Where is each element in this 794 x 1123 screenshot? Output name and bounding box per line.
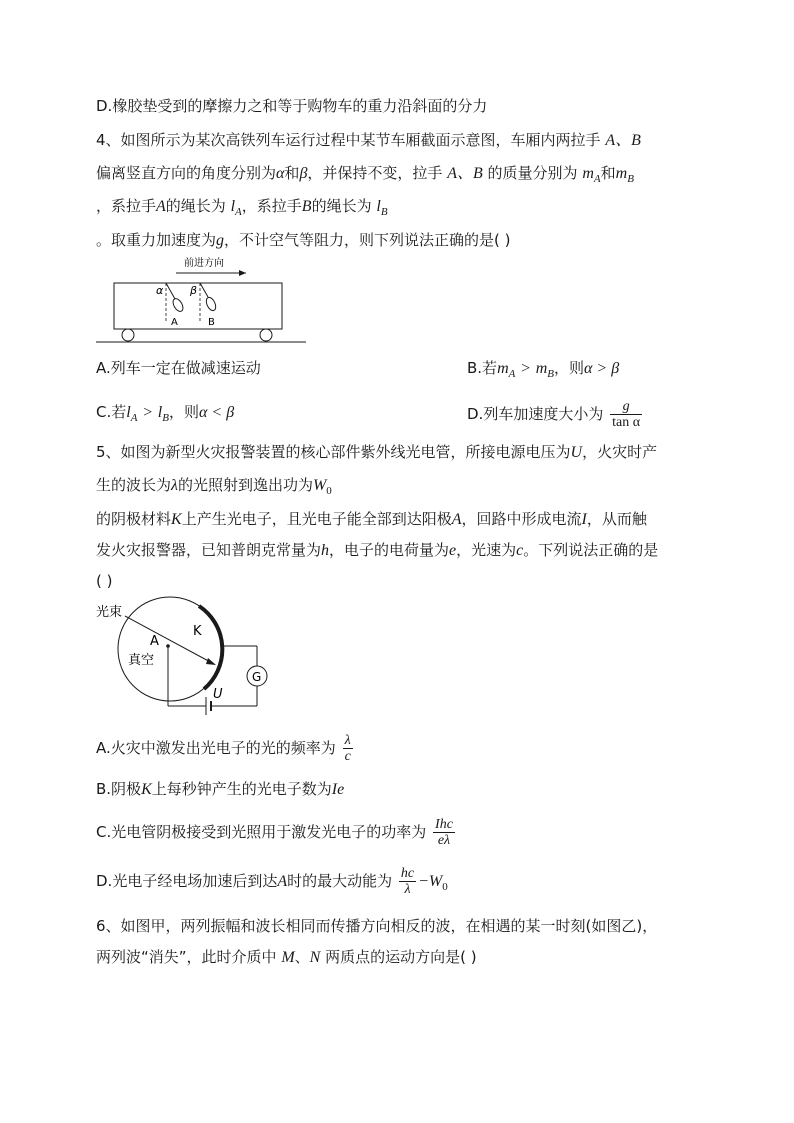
work-function-sub: 0 xyxy=(442,881,448,893)
label-g: G xyxy=(252,670,262,684)
q4-line-2 xyxy=(96,162,634,186)
q5-text: ，从而触 xyxy=(586,510,647,528)
q5-text: 的阴极材料 xyxy=(96,510,172,528)
mass-a: m xyxy=(582,165,594,182)
beta-symbol: β xyxy=(299,165,308,182)
q3-option-d: D.橡胶垫受到的摩擦力之和等于购物车的重力沿斜面的分力 xyxy=(96,97,488,115)
alpha-label: α xyxy=(156,284,164,297)
denominator: λ xyxy=(404,882,411,897)
separator: 、 xyxy=(294,948,310,966)
q4-option-b xyxy=(467,357,619,381)
option-value: Ie xyxy=(331,781,345,798)
option-text: 时的最大动能为 xyxy=(287,872,393,890)
cathode-symbol: K xyxy=(141,781,152,798)
cathode-k xyxy=(199,606,222,689)
point-m: M xyxy=(281,949,295,966)
q4-line-3 xyxy=(96,195,388,219)
q6-text: 两列波“消失”，此时介质中 xyxy=(96,948,277,966)
q4-text: 的绳长为 xyxy=(165,197,226,215)
q5-option-d xyxy=(96,866,448,897)
beam-label: 光束 xyxy=(96,605,123,620)
direction-arrow-head xyxy=(239,270,246,276)
q4-text: ，并保持不变，拉手 xyxy=(307,164,443,182)
gravity-symbol: g xyxy=(216,232,225,249)
current-symbol: I xyxy=(581,511,587,528)
denominator: eλ xyxy=(437,833,451,848)
q5-line-1 xyxy=(96,441,657,464)
q6-line-1: 6、如图甲，两列振幅和波长相同而传播方向相反的波，在相遇的某一时刻(如图乙)， xyxy=(96,917,658,935)
q5-line-3 xyxy=(96,508,647,531)
anode-symbol: A xyxy=(277,873,288,890)
length-b-sub: B xyxy=(162,412,169,424)
q5-text: ，回路中形成电流 xyxy=(461,510,582,528)
q5-text: 。下列说法正确的是 xyxy=(523,541,659,559)
length-b: l xyxy=(157,404,163,421)
option-text: ，则 xyxy=(168,403,199,421)
q5-text: 上产生光电子，且光电子能全部到达阳极 xyxy=(181,510,452,528)
battery-label: U xyxy=(213,687,223,702)
mass-b-sub: B xyxy=(627,173,634,185)
q4-text: 的绳长为 xyxy=(311,197,372,215)
length-a-sub: A xyxy=(235,206,242,218)
q5-option-b xyxy=(96,778,344,801)
option-text: B.若 xyxy=(467,359,498,377)
handle-a-ring xyxy=(171,297,185,313)
light-beam-arrow xyxy=(206,658,216,665)
train-carriage-diagram xyxy=(96,252,316,348)
vacuum-label: 真空 xyxy=(128,653,155,668)
q4-text: 的质量分别为 xyxy=(487,164,578,182)
option-text: D.列车加速度大小为 xyxy=(467,405,604,423)
option-text: ，则 xyxy=(554,359,585,377)
option-text: D.光电子经电场加速后到达 xyxy=(96,872,278,890)
work-function-sub: 0 xyxy=(326,485,332,497)
label-k: K xyxy=(193,624,202,639)
mass-a-sub: A xyxy=(508,368,516,380)
label-a: A xyxy=(150,634,159,649)
option-relation: α < β xyxy=(199,404,235,421)
length-b-sub: B xyxy=(380,206,388,218)
q5-line-4 xyxy=(96,539,658,562)
fraction-ihc-over-elambda xyxy=(433,817,455,848)
charge-symbol: e xyxy=(449,542,457,559)
planck-symbol: h xyxy=(321,542,330,559)
q4-option-a: A.列车一定在做减速运动 xyxy=(96,359,261,377)
option-tail: −W xyxy=(418,873,443,890)
q4-text: ，系拉手 xyxy=(241,197,302,215)
denominator: tan α xyxy=(612,415,641,430)
option-text: 上每秒钟产生的光电子数为 xyxy=(151,780,332,798)
anode-symbol: A xyxy=(451,511,462,528)
q4-text: 4、如图所示为某次高铁列车运行过程中某节车厢截面示意图，车厢内两拉手 xyxy=(96,131,601,149)
light-speed-symbol: c xyxy=(516,542,524,559)
option-text: C.若 xyxy=(96,403,127,421)
q5-text: ，光速为 xyxy=(456,541,517,559)
q5-option-c xyxy=(96,817,457,848)
mass-b-sub: B xyxy=(547,368,555,380)
fraction-hc-over-lambda xyxy=(399,866,416,897)
rope-b xyxy=(200,283,208,297)
option-text: A.火灾中激发出光电子的光的频率为 xyxy=(96,739,336,757)
q5-text: 生的波长为 xyxy=(96,476,172,494)
handle-b-ring xyxy=(204,296,217,312)
wheel-right xyxy=(260,329,272,341)
label-b: B xyxy=(208,317,215,328)
phototube-diagram xyxy=(92,594,282,724)
greater-symbol: > xyxy=(520,360,531,377)
q4-text: 。取重力加速度为 xyxy=(96,231,217,249)
voltage-symbol: U xyxy=(570,444,583,461)
q5-option-a xyxy=(96,733,355,764)
q5-text: 5、如图为新型火灾报警装置的核心部件紫外线光电管，所接电源电压为 xyxy=(96,443,571,461)
handle-b: B xyxy=(301,198,312,215)
alpha-symbol: α xyxy=(276,165,285,182)
numerator: Ihc xyxy=(435,817,453,832)
rope-a xyxy=(166,283,175,299)
work-function-symbol: W xyxy=(312,477,327,494)
numerator: λ xyxy=(343,733,353,749)
beta-label: β xyxy=(190,284,198,297)
q4-line-1 xyxy=(96,129,641,152)
numerator: g xyxy=(610,399,642,415)
fraction-g-over-tan xyxy=(610,399,642,430)
option-text: B.阴极 xyxy=(96,780,142,798)
denominator: c xyxy=(344,749,351,764)
q4-text: 偏离竖直方向的角度分别为 xyxy=(96,164,277,182)
cathode-symbol: K xyxy=(171,511,182,528)
q5-line-5: ( ) xyxy=(96,572,113,590)
q4-ab: A、B xyxy=(447,165,483,182)
q4-option-c xyxy=(96,403,235,424)
q6-text: 两质点的运动方向是( ) xyxy=(325,948,477,966)
wheel-left xyxy=(122,329,134,341)
q4-text: 和 xyxy=(600,164,616,182)
option-relation: α > β xyxy=(584,360,620,377)
q4-text: ，系拉手 xyxy=(96,197,157,215)
direction-label: 前进方向 xyxy=(184,258,224,269)
length-a-sub: A xyxy=(130,412,138,424)
q4-options-row-2 xyxy=(96,399,696,430)
length-b: l xyxy=(376,198,381,215)
q5-text: 的光照射到逸出功为 xyxy=(177,476,313,494)
mass-a: m xyxy=(497,360,509,377)
q6-line-2 xyxy=(96,946,477,969)
q4-text: ，不计空气等阻力，则下列说法正确的是( ) xyxy=(224,231,511,249)
option-text: C.光电管阴极接受到光照用于激发光电子的功率为 xyxy=(96,823,427,841)
q5-line-2 xyxy=(96,474,332,498)
q4-line-4 xyxy=(96,229,511,252)
q4-option-d xyxy=(467,399,644,430)
q5-text: 发火灾报警器，已知普朗克常量为 xyxy=(96,541,322,559)
q5-text: ，电子的电荷量为 xyxy=(329,541,450,559)
length-a: l xyxy=(230,198,236,215)
q4-options-row-1 xyxy=(96,357,696,379)
q5-text: ，火灾时产 xyxy=(582,443,658,461)
wavelength-symbol: λ xyxy=(171,477,178,494)
mass-b: m xyxy=(535,360,548,377)
label-a: A xyxy=(171,317,178,328)
fraction-lambda-over-c xyxy=(343,733,353,764)
mass-b: m xyxy=(615,165,628,182)
mass-a-sub: A xyxy=(593,173,601,185)
handle-a: A xyxy=(156,198,166,215)
numerator: hc xyxy=(400,866,415,881)
q4-ab: A、B xyxy=(605,132,641,149)
length-a: l xyxy=(126,404,131,421)
carriage-body xyxy=(114,283,282,329)
greater-symbol: > xyxy=(142,404,154,421)
point-n: N xyxy=(309,949,321,966)
q4-text: 和 xyxy=(284,164,300,182)
